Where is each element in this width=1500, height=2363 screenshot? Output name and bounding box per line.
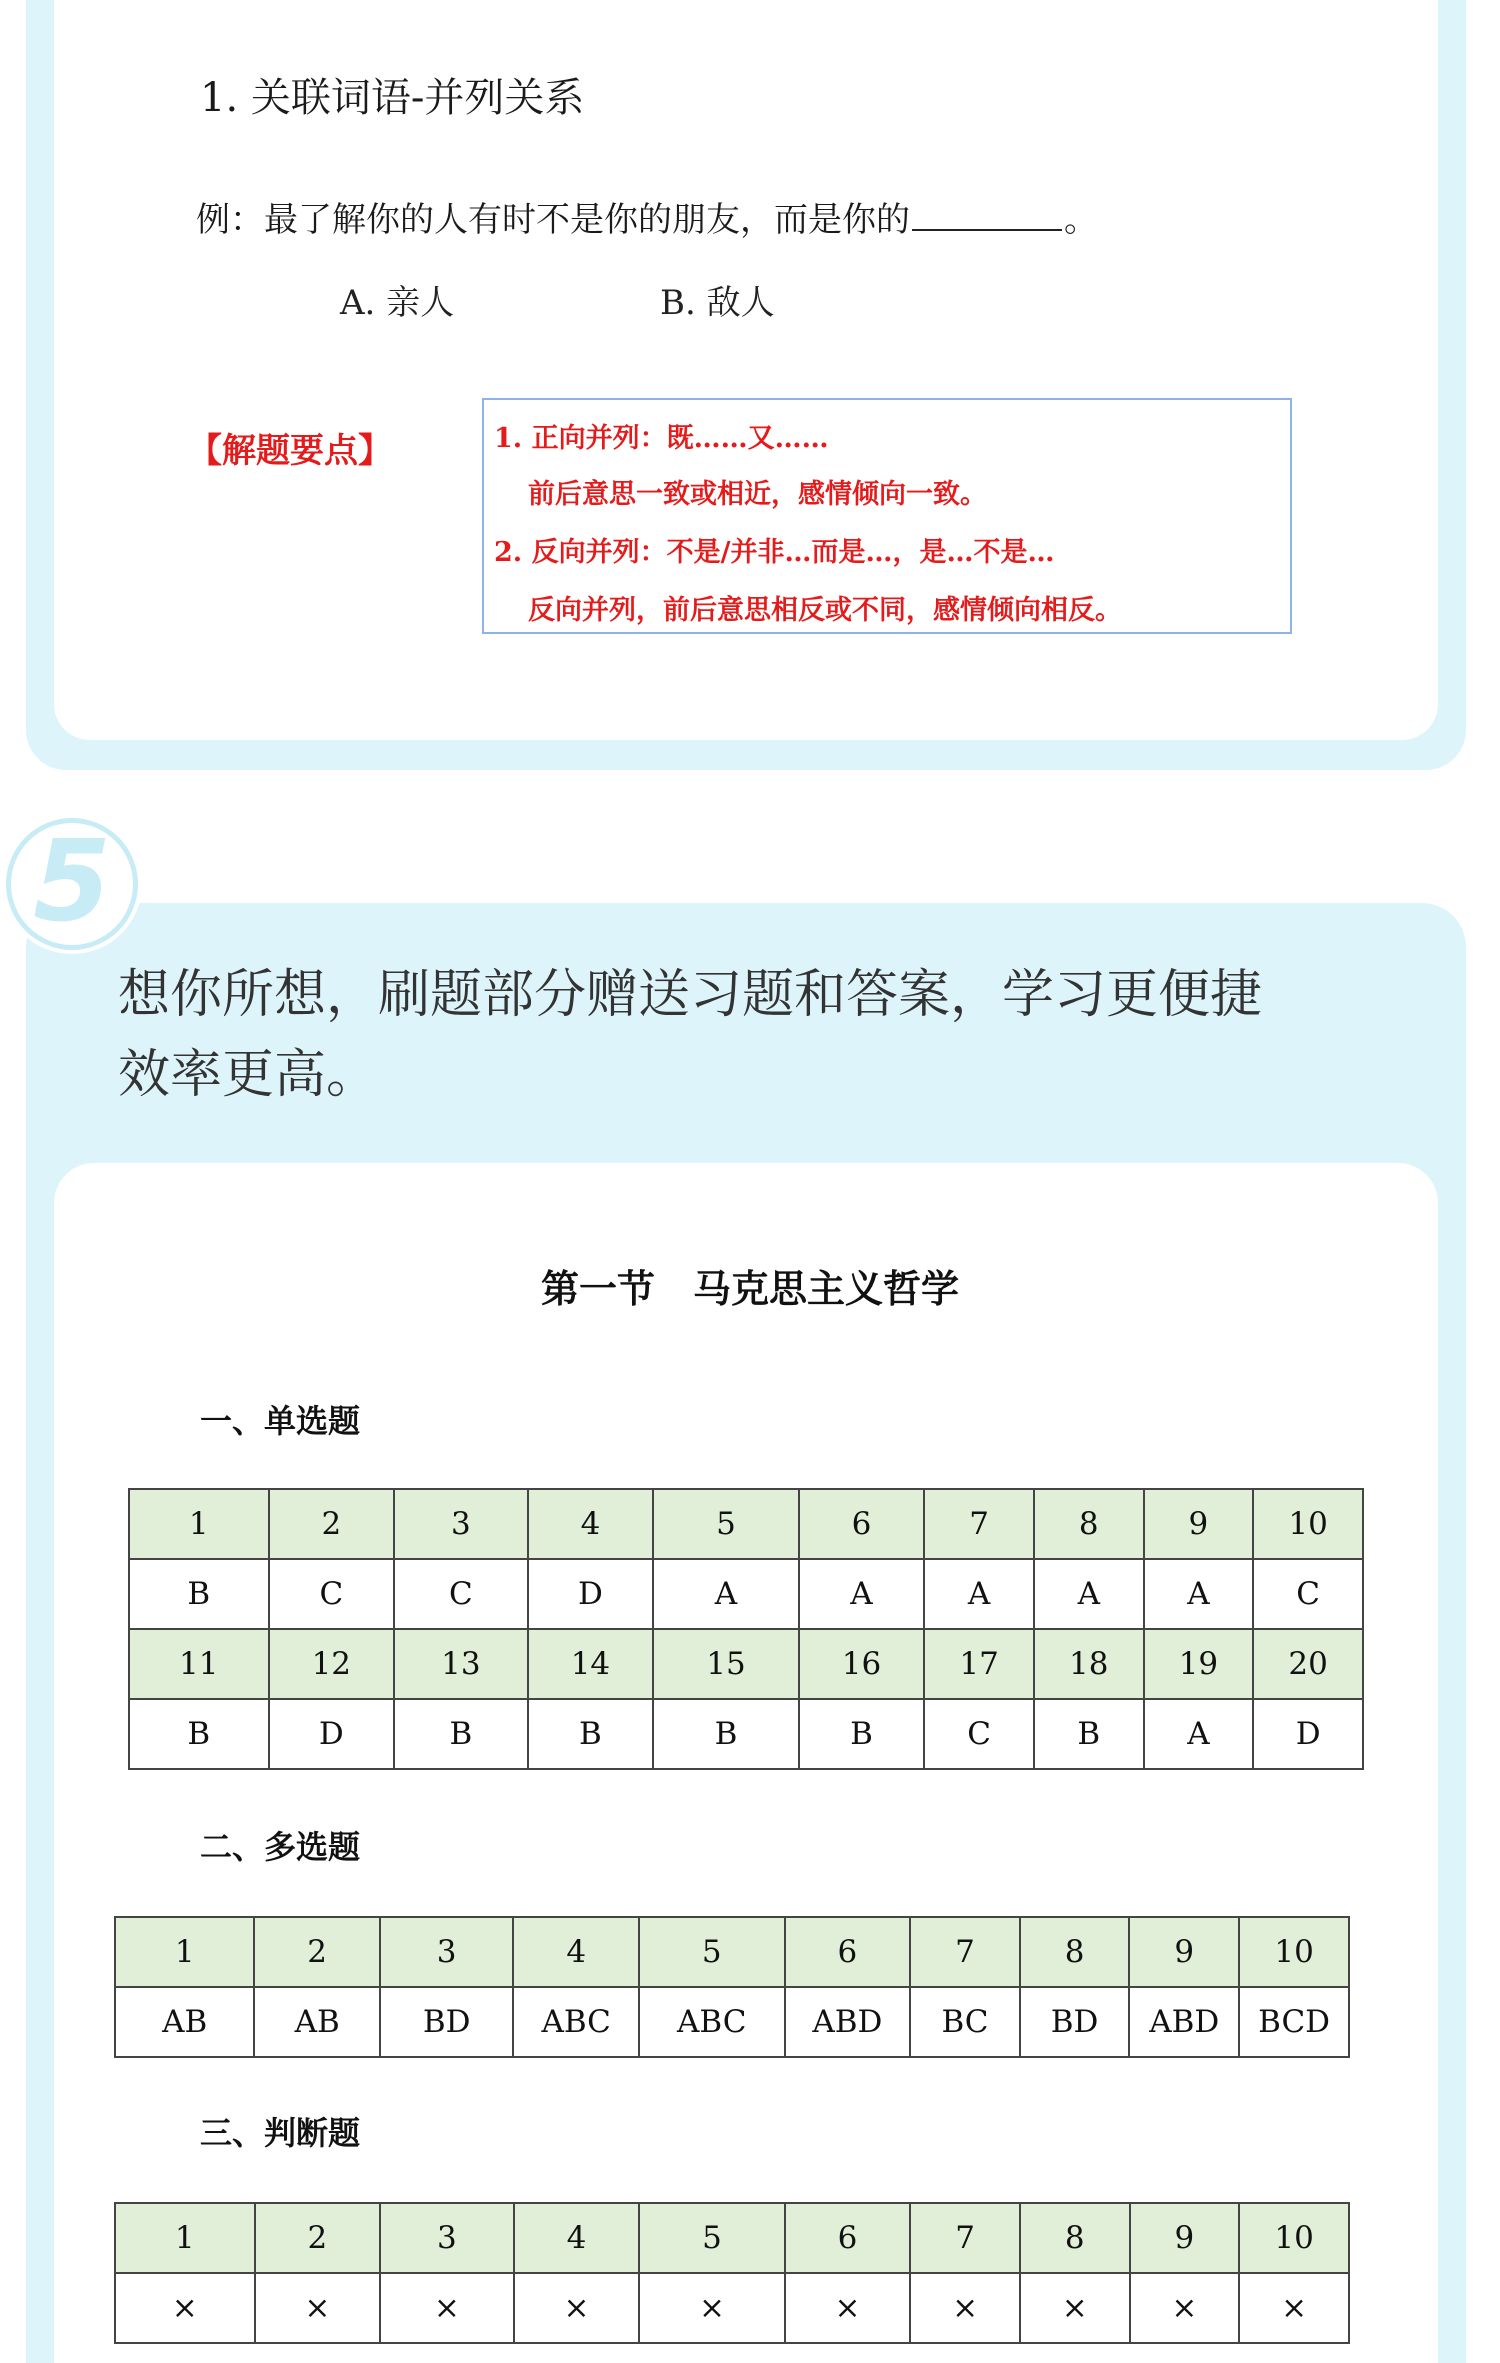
question-number-cell: 9 bbox=[1144, 1489, 1254, 1559]
question-number-cell: 1 bbox=[115, 1917, 254, 1987]
question-number-cell: 3 bbox=[394, 1489, 528, 1559]
question-number-cell: 4 bbox=[528, 1489, 654, 1559]
question-number-cell: 8 bbox=[1034, 1489, 1144, 1559]
section-number-badge bbox=[2, 814, 142, 954]
section5-heading bbox=[118, 955, 1358, 1115]
question-number-cell: 10 bbox=[1253, 1489, 1363, 1559]
key-points-box bbox=[482, 398, 1292, 634]
question-number-cell: 2 bbox=[254, 1917, 380, 1987]
answer-cell: A bbox=[799, 1559, 925, 1629]
question-number-cell: 15 bbox=[653, 1629, 798, 1699]
answer-cell: × bbox=[1130, 2273, 1240, 2343]
answer-cell: B bbox=[394, 1699, 528, 1769]
question-number-cell: 6 bbox=[785, 2203, 911, 2273]
answer-cell: × bbox=[1239, 2273, 1349, 2343]
question-number-cell: 5 bbox=[639, 2203, 785, 2273]
part-title-true-false: 三、判断题 bbox=[200, 2114, 361, 2152]
answer-cell: × bbox=[785, 2273, 911, 2343]
answer-cell: × bbox=[115, 2273, 255, 2343]
answer-cell: × bbox=[910, 2273, 1020, 2343]
question-number-cell: 7 bbox=[924, 1489, 1034, 1559]
answer-cell: B bbox=[653, 1699, 798, 1769]
question-number-cell: 8 bbox=[1020, 1917, 1130, 1987]
answer-cell: × bbox=[514, 2273, 640, 2343]
question-number-cell: 5 bbox=[639, 1917, 785, 1987]
question-number-cell: 3 bbox=[380, 2203, 514, 2273]
true-false-answer-table bbox=[114, 2202, 1350, 2344]
answer-cell: C bbox=[924, 1699, 1034, 1769]
question-number-cell: 18 bbox=[1034, 1629, 1144, 1699]
answer-row bbox=[129, 1699, 1363, 1769]
question-number-cell: 1 bbox=[129, 1489, 269, 1559]
answer-cell: AB bbox=[254, 1987, 380, 2057]
tip-line-2: 前后意思一致或相近，感情倾向一致。 bbox=[528, 479, 987, 510]
answer-cell: B bbox=[129, 1699, 269, 1769]
answer-cell: C bbox=[269, 1559, 395, 1629]
answer-cell: C bbox=[394, 1559, 528, 1629]
answer-row bbox=[115, 2273, 1349, 2343]
answer-cell: ABC bbox=[639, 1987, 785, 2057]
answer-cell: A bbox=[1144, 1559, 1254, 1629]
answer-cell: × bbox=[1020, 2273, 1130, 2343]
answer-cell: D bbox=[528, 1559, 654, 1629]
answer-cell: BD bbox=[380, 1987, 513, 2057]
answer-cell: D bbox=[1253, 1699, 1363, 1769]
answer-cell: A bbox=[1144, 1699, 1254, 1769]
question-number-cell: 7 bbox=[910, 2203, 1020, 2273]
answer-cell: B bbox=[528, 1699, 654, 1769]
question-number-cell: 7 bbox=[910, 1917, 1020, 1987]
answer-cell: AB bbox=[115, 1987, 254, 2057]
answer-cell: B bbox=[1034, 1699, 1144, 1769]
answer-cell: BD bbox=[1020, 1987, 1130, 2057]
answer-cell: C bbox=[1253, 1559, 1363, 1629]
answer-cell: B bbox=[129, 1559, 269, 1629]
tip-line-1: 1. 正向并列：既……又…… bbox=[494, 423, 829, 454]
multiple-choice-answer-table bbox=[114, 1916, 1350, 2058]
section5-heading-line2: 效率更高。 bbox=[118, 1045, 379, 1105]
question-number-cell: 4 bbox=[514, 2203, 640, 2273]
question-number-cell: 10 bbox=[1239, 2203, 1349, 2273]
answer-row bbox=[129, 1559, 1363, 1629]
question-number-row bbox=[129, 1629, 1363, 1699]
answer-cell: ABD bbox=[1129, 1987, 1239, 2057]
question-number-cell: 16 bbox=[799, 1629, 925, 1699]
answer-cell: A bbox=[653, 1559, 798, 1629]
question-number-cell: 3 bbox=[380, 1917, 513, 1987]
question-number-cell: 14 bbox=[528, 1629, 654, 1699]
question-number-cell: 9 bbox=[1129, 1917, 1239, 1987]
question-number-cell: 8 bbox=[1020, 2203, 1130, 2273]
question-number-cell: 6 bbox=[785, 1917, 911, 1987]
question-number-cell: 13 bbox=[394, 1629, 528, 1699]
tip-line-3: 2. 反向并列：不是/并非…而是…，是…不是… bbox=[494, 537, 1055, 568]
answer-cell: × bbox=[639, 2273, 785, 2343]
tip-line-4: 反向并列，前后意思相反或不同，感情倾向相反。 bbox=[528, 595, 1122, 626]
single-choice-answer-table bbox=[128, 1488, 1364, 1770]
question-number-cell: 19 bbox=[1144, 1629, 1254, 1699]
question-number-row bbox=[115, 1917, 1349, 1987]
question-number-cell: 5 bbox=[653, 1489, 798, 1559]
section5-heading-line1: 想你所想，刷题部分赠送习题和答案，学习更便捷 bbox=[118, 965, 1263, 1025]
question-number-cell: 10 bbox=[1239, 1917, 1349, 1987]
question-number-cell: 12 bbox=[269, 1629, 395, 1699]
option-b: B. 敌人 bbox=[660, 283, 775, 323]
answer-cell: × bbox=[255, 2273, 381, 2343]
question-number-cell: 6 bbox=[799, 1489, 925, 1559]
example-text: 例：最了解你的人有时不是你的朋友，而是你的 bbox=[196, 200, 910, 240]
answer-cell: D bbox=[269, 1699, 395, 1769]
part-title-single-choice: 一、单选题 bbox=[200, 1402, 361, 1440]
example-end-punct: 。 bbox=[1064, 200, 1098, 240]
option-a: A. 亲人 bbox=[340, 283, 455, 323]
answer-cell: A bbox=[924, 1559, 1034, 1629]
answer-cell: × bbox=[380, 2273, 514, 2343]
question-number-cell: 9 bbox=[1130, 2203, 1240, 2273]
question-number-cell: 2 bbox=[269, 1489, 395, 1559]
answer-sheet-title: 第一节 马克思主义哲学 bbox=[540, 1266, 959, 1311]
answer-cell: ABC bbox=[513, 1987, 639, 2057]
question-number-cell: 4 bbox=[513, 1917, 639, 1987]
question-number-cell: 20 bbox=[1253, 1629, 1363, 1699]
example-sentence bbox=[196, 192, 1098, 241]
answer-blank bbox=[912, 201, 1062, 231]
question-number-row bbox=[129, 1489, 1363, 1559]
question-title: 1. 关联词语-并列关系 bbox=[200, 75, 585, 121]
answer-cell: BC bbox=[910, 1987, 1020, 2057]
part-title-multiple-choice: 二、多选题 bbox=[200, 1828, 361, 1866]
answer-cell: ABD bbox=[785, 1987, 911, 2057]
answer-cell: BCD bbox=[1239, 1987, 1349, 2057]
key-points-label: 【解题要点】 bbox=[188, 431, 392, 471]
question-number-row bbox=[115, 2203, 1349, 2273]
answer-row bbox=[115, 1987, 1349, 2057]
answer-cell: A bbox=[1034, 1559, 1144, 1629]
question-number-cell: 2 bbox=[255, 2203, 381, 2273]
section-number: 5 bbox=[33, 817, 111, 947]
question-number-cell: 17 bbox=[924, 1629, 1034, 1699]
answer-cell: B bbox=[799, 1699, 925, 1769]
question-number-cell: 11 bbox=[129, 1629, 269, 1699]
question-number-cell: 1 bbox=[115, 2203, 255, 2273]
